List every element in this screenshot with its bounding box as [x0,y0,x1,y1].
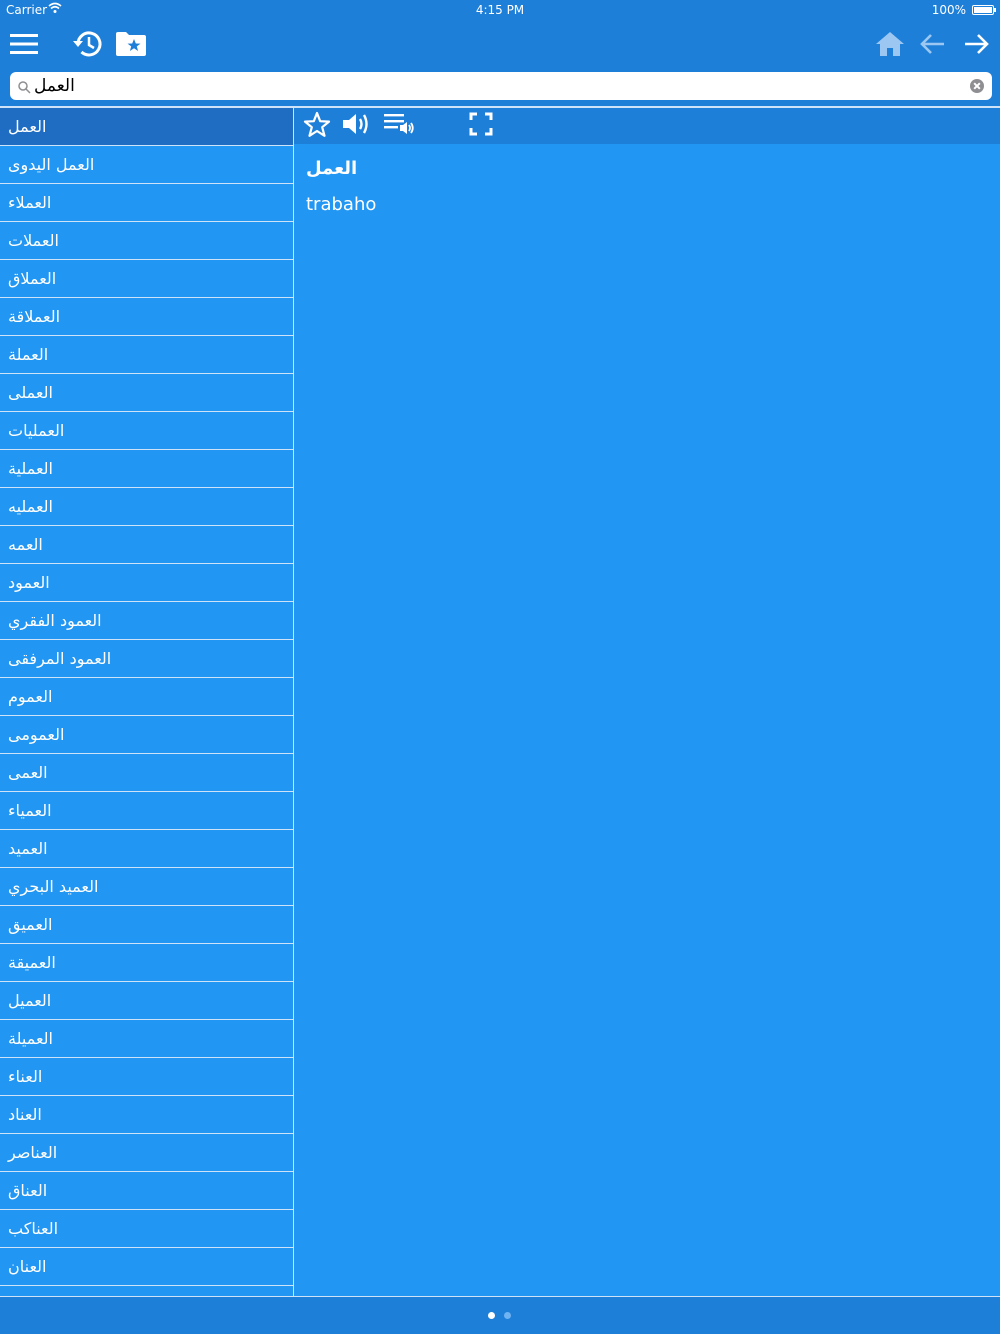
list-item[interactable]: العميق [0,906,293,944]
forward-button[interactable] [958,26,994,62]
star-icon [303,111,331,142]
detail-toolbar [294,108,1000,144]
battery-icon [972,5,994,15]
forward-arrow-icon [963,33,989,55]
carrier-label: Carrier [6,3,48,17]
definition-panel [294,144,1000,1296]
clock: 4:15 PM [475,3,525,17]
page-dot[interactable] [504,1312,511,1319]
menu-icon [10,33,38,55]
history-button[interactable] [70,26,106,62]
history-icon [72,29,104,59]
clear-search-icon[interactable] [970,79,984,93]
fullscreen-icon [469,112,493,140]
back-button[interactable] [915,26,951,62]
list-item[interactable]: العمى [0,754,293,792]
list-item[interactable]: العملاء [0,184,293,222]
search-icon [18,79,31,98]
list-item[interactable]: العميد البحري [0,868,293,906]
headword: العمل [306,158,358,179]
playlist-audio-icon [383,111,415,141]
list-item[interactable]: العمود [0,564,293,602]
list-item[interactable]: العمل [0,108,293,146]
bookmarks-folder-icon [115,31,147,57]
playlist-audio-button[interactable] [384,111,414,141]
status-bar [0,0,1000,22]
bookmarks-button[interactable] [113,26,149,62]
list-item[interactable]: العمود الفقري [0,602,293,640]
menu-button[interactable] [6,26,42,62]
list-item[interactable]: العميلة [0,1020,293,1058]
back-arrow-icon [920,33,946,55]
list-item[interactable]: العناصر [0,1134,293,1172]
list-item[interactable]: العملات [0,222,293,260]
list-item[interactable]: العنان [0,1248,293,1286]
list-item[interactable]: العميل [0,982,293,1020]
list-item[interactable]: العمليات [0,412,293,450]
list-item[interactable]: العناق [0,1172,293,1210]
word-list [0,108,293,1296]
list-item[interactable]: العناكب [0,1210,293,1248]
page-dot-active[interactable] [488,1312,495,1319]
list-item[interactable]: العميقة [0,944,293,982]
list-item[interactable]: العميد [0,830,293,868]
list-item[interactable]: العمود المرفقى [0,640,293,678]
favorite-button[interactable] [302,111,332,141]
list-item[interactable]: العمل اليدوى [0,146,293,184]
list-item[interactable]: العمليه [0,488,293,526]
translation: trabaho [306,194,377,215]
search-bar [0,66,1000,106]
speaker-icon [341,111,371,141]
top-toolbar [0,22,1000,66]
list-item[interactable]: العمياء [0,792,293,830]
fullscreen-button[interactable] [466,111,496,141]
home-icon [875,31,905,57]
list-item[interactable]: العملاقة [0,298,293,336]
list-item[interactable]: العملى [0,374,293,412]
search-input[interactable] [34,74,954,98]
search-field[interactable] [10,72,992,100]
battery-percent: 100% [931,3,966,17]
list-item[interactable]: العمه [0,526,293,564]
home-button[interactable] [872,26,908,62]
speak-button[interactable] [341,111,371,141]
list-item[interactable]: العملة [0,336,293,374]
list-item[interactable]: العملاق [0,260,293,298]
list-item[interactable]: العمومى [0,716,293,754]
list-item[interactable]: العملية [0,450,293,488]
list-item[interactable]: العناء [0,1058,293,1096]
list-item[interactable]: العموم [0,678,293,716]
page-indicator [0,1296,1000,1334]
list-item[interactable]: العناد [0,1096,293,1134]
